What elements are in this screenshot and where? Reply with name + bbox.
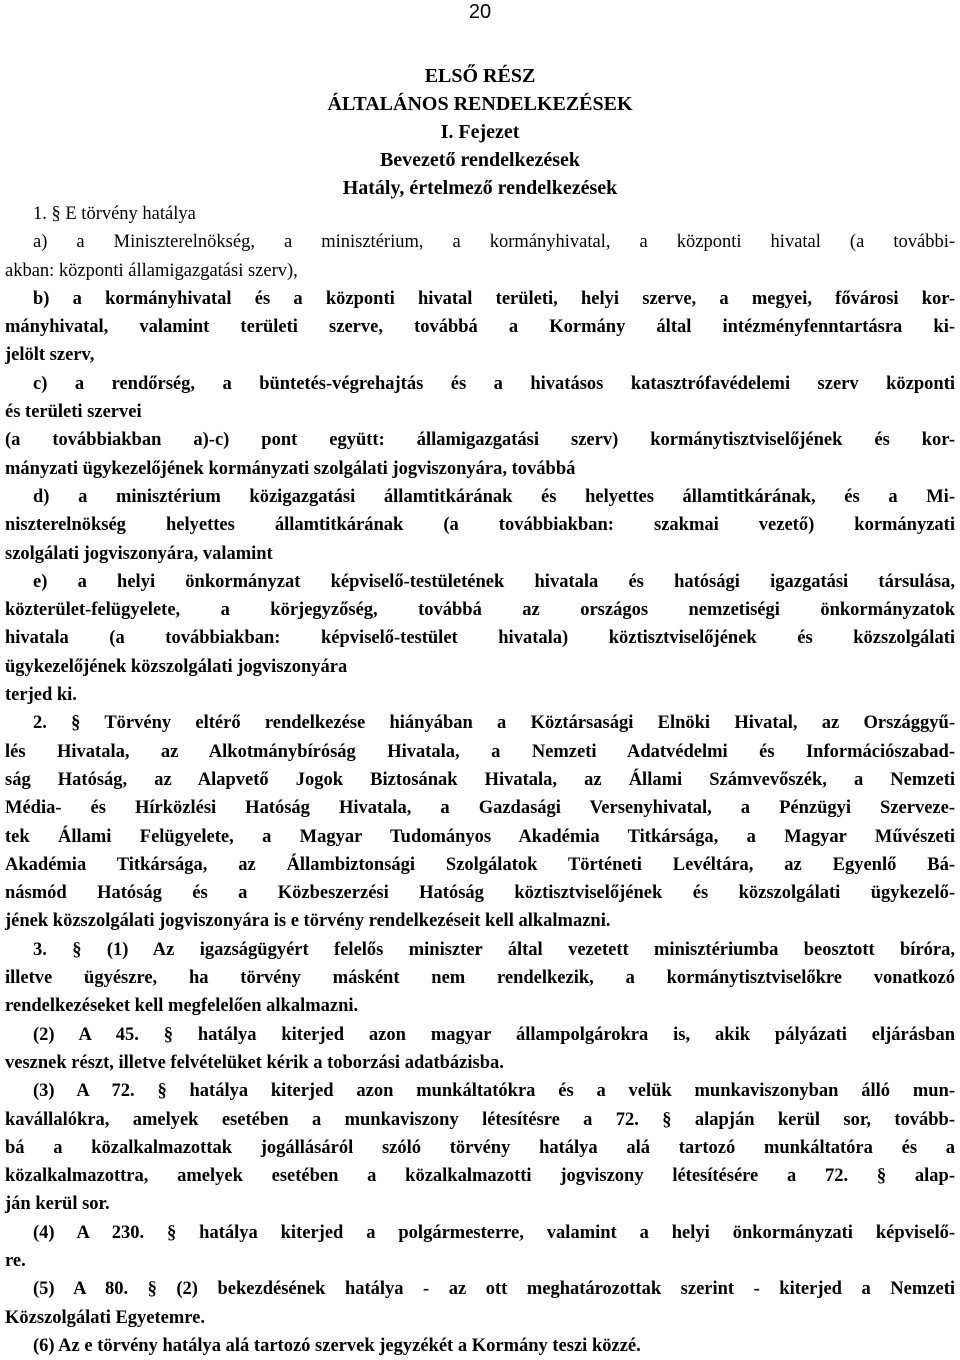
text-line: ján kerül sor. [5,1194,110,1215]
text-line: d) a minisztérium közigazgatási államtitkárának és helyettes államtitkárának, és a Mi- [33,486,955,507]
text-line: bá a közalkalmazottak jogállásáról szóló törvény hatálya alá tartozó munkáltatóra és a [5,1137,955,1158]
text-line: hivatala (a továbbiakban: képviselő-testület hivatala) köztisztviselőjének és közszolgálati [5,628,955,649]
text-line: rendelkezéseket kell megfelelően alkalmazni. [5,996,359,1017]
text-line: mányhivatal, valamint területi szerve, továbbá a Kormány által intézményfenntartásra ki- [5,317,955,338]
text-line: jelölt szerv, [5,345,95,366]
section-title: Hatály, értelmező rendelkezések [342,177,618,199]
text-line: lés Hivatala, az Alkotmánybíróság Hivatala, a Nemzeti Adatvédelmi és Információszabad- [5,741,955,762]
text-line: mányzati ügykezelőjének kormányzati szolgálati jogviszonyára, továbbá [5,458,576,479]
chapter-title: Bevezető rendelkezések [379,149,581,171]
text-line: akban: központi államigazgatási szerv), [5,260,298,281]
chapter-number: I. Fejezet [440,121,520,143]
text-line: (2) A 45. § hatálya kiterjed azon magyar állampolgárokra is, akik pályázati eljárásban [33,1024,955,1045]
text-line: niszterelnökség helyettes államtitkárának (a továbbiakban: szakmai vezető) kormányzati [5,515,955,536]
part-title: ELSŐ RÉSZ [424,65,536,87]
body-text [5,200,955,1360]
text-line: (5) A 80. § (2) bekezdésének hatálya - az ott meghatározottak szerint - kiterjed a Nemzeti [33,1279,955,1300]
text-line: ügykezelőjének közszolgálati jogviszonyára [5,656,348,677]
text-line: (4) A 230. § hatálya kiterjed a polgármesterre, valamint a helyi önkormányzati képviselő- [33,1222,955,1243]
text-line: a) a Miniszterelnökség, a minisztérium, a kormányhivatal, a központi hivatal (a további- [33,232,955,253]
text-line: b) a kormányhivatal és a központi hivatal területi, helyi szerve, a megyei, fővárosi kor- [33,288,955,309]
text-line: 3. § (1) Az igazságügyért felelős miniszter által vezetett minisztériumba beosztott bíróra, [33,939,955,960]
text-line: 2. § Törvény eltérő rendelkezése hiányában a Köztársasági Elnöki Hivatal, az Országgyű- [33,713,955,734]
page-number: 20 [468,1,492,23]
text-line: közterület-felügyelete, a körjegyzőség, továbbá az országos nemzetiségi önkormányzatok [5,600,955,621]
text-line: (6) Az e törvény hatálya alá tartozó szervek jegyzékét a Kormány teszi közzé. [33,1335,641,1356]
text-line: szolgálati jogviszonyára, valamint [5,543,273,564]
text-line: vesznek részt, illetve felvételüket kérik a toborzási adatbázisba. [5,1052,504,1073]
text-line: közalkalmazottra, amelyek esetében a közalkalmazotti jogviszony létesítésére a 72. § alap- [5,1166,955,1187]
text-line: és területi szervei [5,402,142,423]
text-line: re. [5,1250,26,1271]
text-line: terjed ki. [5,685,77,706]
text-line: (a továbbiakban a)-c) pont együtt: államigazgatási szerv) kormánytisztviselőjének és kor- [5,430,955,451]
text-line: 1. § E törvény hatálya [33,204,196,224]
text-line: jének közszolgálati jogviszonyára is e törvény rendelkezéseit kell alkalmazni. [5,911,611,932]
part-subtitle: ÁLTALÁNOS RENDELKEZÉSEK [327,93,633,115]
text-line: ság Hatóság, az Alapvető Jogok Biztosának Hivatala, az Állami Számvevőszék, a Nemzeti [5,769,955,790]
text-line: Akadémia Titkársága, az Állambiztonsági Szolgálatok Történeti Levéltára, az Egyenlő Bá- [5,854,955,875]
text-line: Közszolgálati Egyetemre. [5,1307,206,1328]
text-line: kavállalókra, amelyek esetében a munkaviszony létesítésre a 72. § alapján kerül sor, tovább- [5,1109,955,1130]
text-line: násmód Hatóság és a Közbeszerzési Hatóság köztisztviselőjének és közszolgálati ügykezelő- [5,883,955,904]
text-line: (3) A 72. § hatálya kiterjed azon munkáltatókra és a velük munkaviszonyban álló mun- [33,1081,955,1102]
text-line: e) a helyi önkormányzat képviselő-testületének hivatala és hatósági igazgatási társulása, [33,571,955,592]
text-line: Média- és Hírközlési Hatóság Hivatala, a Gazdasági Versenyhivatal, a Pénzügyi Szerveze- [5,798,955,819]
chapter-headings [0,62,960,202]
text-line: c) a rendőrség, a büntetés-végrehajtás és a hivatásos katasztrófavédelemi szerv központi [33,373,955,394]
text-line: illetve ügyészre, ha törvény másként nem rendelkezik, a kormánytisztviselőkre vonatkozó [5,968,955,989]
text-line: tek Állami Felügyelete, a Magyar Tudományos Akadémia Titkársága, a Magyar Művészeti [5,826,955,847]
